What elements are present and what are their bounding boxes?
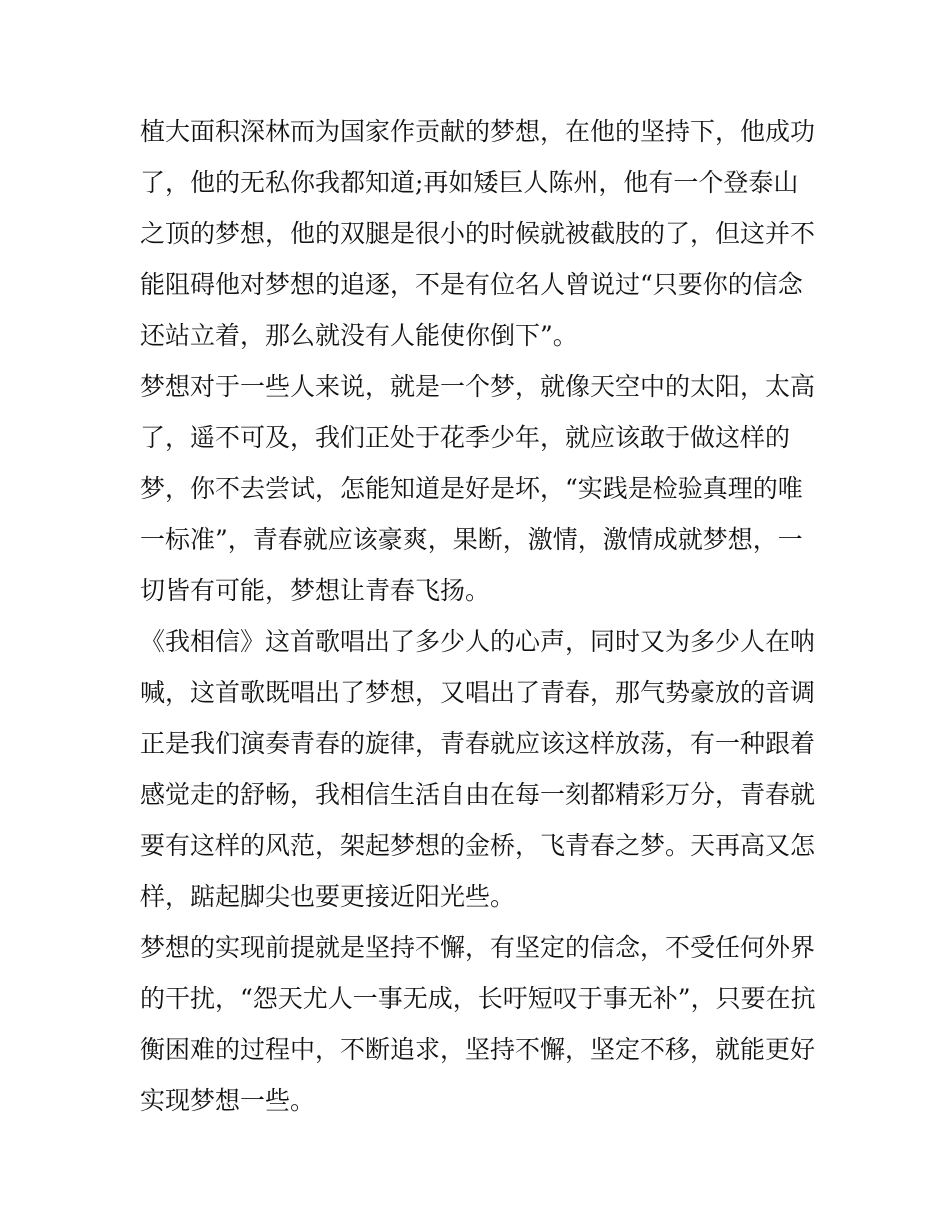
body-text xyxy=(140,106,820,1126)
text-line: 能阻碍他对梦想的追逐，不是有位名人曾说过“只要你的信念 xyxy=(140,270,803,299)
text-line: 之顶的梦想，他的双腿是很小的时候就被截肢的了，但这并不 xyxy=(140,219,816,248)
text-line: 的干扰，“怨天尤人一事无成，长吁短叹于事无补”，只要在抗 xyxy=(140,984,816,1013)
text-line: 了，遥不可及，我们正处于花季少年，就应该敢于做这样的 xyxy=(140,423,791,452)
text-line: 还站立着，那么就没有人能使你倒下”。 xyxy=(140,321,578,350)
text-line: 植大面积深林而为国家作贡献的梦想，在他的坚持下，他成功 xyxy=(140,117,816,146)
text-line: 衡困难的过程中，不断追求，坚持不懈，坚定不移，就能更好 xyxy=(140,1035,816,1064)
text-line: 梦想对于一些人来说，就是一个梦，就像天空中的太阳，太高 xyxy=(140,372,816,401)
text-line: 喊，这首歌既唱出了梦想，又唱出了青春，那气势豪放的音调 xyxy=(140,678,816,707)
text-line: 感觉走的舒畅，我相信生活自由在每一刻都精彩万分，青春就 xyxy=(140,780,816,809)
text-line: 正是我们演奏青春的旋律，青春就应该这样放荡，有一种跟着 xyxy=(140,729,816,758)
text-line: 一标准”，青春就应该豪爽，果断，激情，激情成就梦想，一 xyxy=(140,525,803,554)
text-line: 切皆有可能，梦想让青春飞扬。 xyxy=(140,576,491,605)
text-line: 了，他的无私你我都知道;再如矮巨人陈州，他有一个登泰山 xyxy=(140,168,799,197)
text-line: 要有这样的风范，架起梦想的金桥，飞青春之梦。天再高又怎 xyxy=(140,831,816,860)
text-line: 样，踮起脚尖也要更接近阳光些。 xyxy=(140,882,516,911)
text-line: 梦想的实现前提就是坚持不懈，有坚定的信念，不受任何外界 xyxy=(140,933,816,962)
text-line: 梦，你不去尝试，怎能知道是好是坏，“实践是检验真理的唯 xyxy=(140,474,803,503)
text-line: 《我相信》这首歌唱出了多少人的心声，同时又为多少人在呐 xyxy=(140,627,816,656)
text-line: 实现梦想一些。 xyxy=(140,1086,316,1115)
